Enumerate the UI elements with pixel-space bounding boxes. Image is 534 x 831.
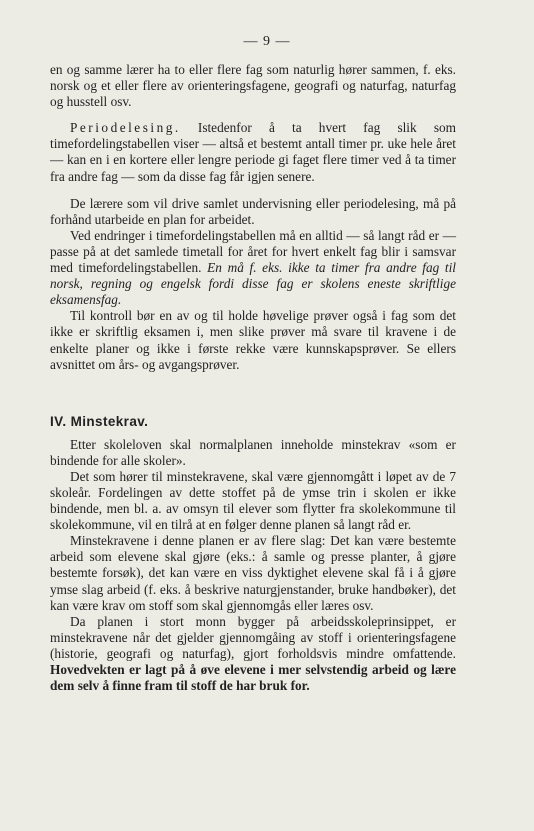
paragraph-endringer-italic: En må f. eks. ikke ta timer fra andre fag til norsk, regning og engelsk fordi disse fag er skolens eneste skriftlige eksamensfag. — [50, 260, 457, 308]
section-paragraph-arbeidsskole-text: Da planen i stort monn bygger på arbeidsskoleprinsippet, er minstekravene når det gjelder gjennomgåing av stoff i orienteringsfagene (historie, geografi og naturfag), gjort forholdsvis mindre omfattende. — [50, 613, 456, 661]
section-paragraph-skoleloven: Etter skoleloven skal normalplanen inneholde minstekrav «som er bindende for alle skoler». — [50, 436, 456, 468]
paragraph-endringer-text: Ved endringer i timefordelingstabellen må en alltid — så langt råd er — passe på at det samlede timetall for året for hvert enkelt fag blir i samsvar med timefordelingstabellen. — [50, 227, 456, 276]
paragraph-kontroll: Til kontroll bør en av og til holde høvelige prøver også i fag som det ikke er skriftlig eksamen i, men slike prøver må svare til kravene i de enkelte planer og ikke i første rekke være kunnskapsprøver. Se ellers avsnittet om års- og avgangsprøver. — [50, 308, 456, 372]
paragraph-endringer — [50, 228, 456, 308]
paragraph-plan: De lærere som vil drive samlet undervisning eller periodelesing, må på forhånd utarbeide en plan for arbeidet. — [50, 195, 456, 227]
section-heading: IV. Minstekrav. — [50, 413, 149, 429]
paragraph-intro: en og samme lærer ha to eller flere fag som naturlig hører sammen, f. eks. norsk og et eller flere av orienteringsfagene, geografi og naturfag, naturfag og husstell osv. — [50, 62, 456, 110]
section-paragraph-slag: Minstekravene i denne planen er av flere slag: Det kan være bestemte arbeid som elevene skal gjøre (eks.: å samle og presse planter, å gjøre bestemte forsøk), det kan være en viss dyktighet elevene skal få i å gjøre ymse slag arbeid (f. eks. å beskrive naturgjenstander, bruke handbøker), det kan være krav om stoff som skal gjennomgås eller læres osv. — [50, 533, 456, 613]
text-column — [50, 62, 456, 694]
section-paragraph-hovedvekten: Hovedvekten er lagt på å øve elevene i mer selvstendig arbeid og lære dem selv å finne fram til stoff de har bruk for. — [50, 662, 456, 694]
section-paragraph-minstekravene: Det som hører til minstekravene, skal være gjennomgått i løpet av de 7 skoleår. Fordelingen av dette stoffet på de ymse trin i skolen er ikke bindende, men bl. a. av omsyn til elever som flytter fra skolekommune til skolekommune, vil en tilrå at en følger denne planen så langt råd er. — [50, 468, 456, 533]
paragraph-periodelesing — [50, 120, 456, 184]
section-paragraph-arbeidsskole — [50, 614, 456, 694]
term-periodelesing: Periodelesing. — [70, 120, 181, 136]
page-number: — 9 — — [243, 34, 291, 49]
paragraph-periodelesing-text: Istedenfor å ta hvert fag slik som timefordelingstabellen viser — altså et bestemt antall timer pr. uke hele året — kan en i en kortere eller lengre periode gi faget flere timer ved å ta timer fra andre fag — som da disse fag får igjen senere. — [50, 120, 456, 184]
